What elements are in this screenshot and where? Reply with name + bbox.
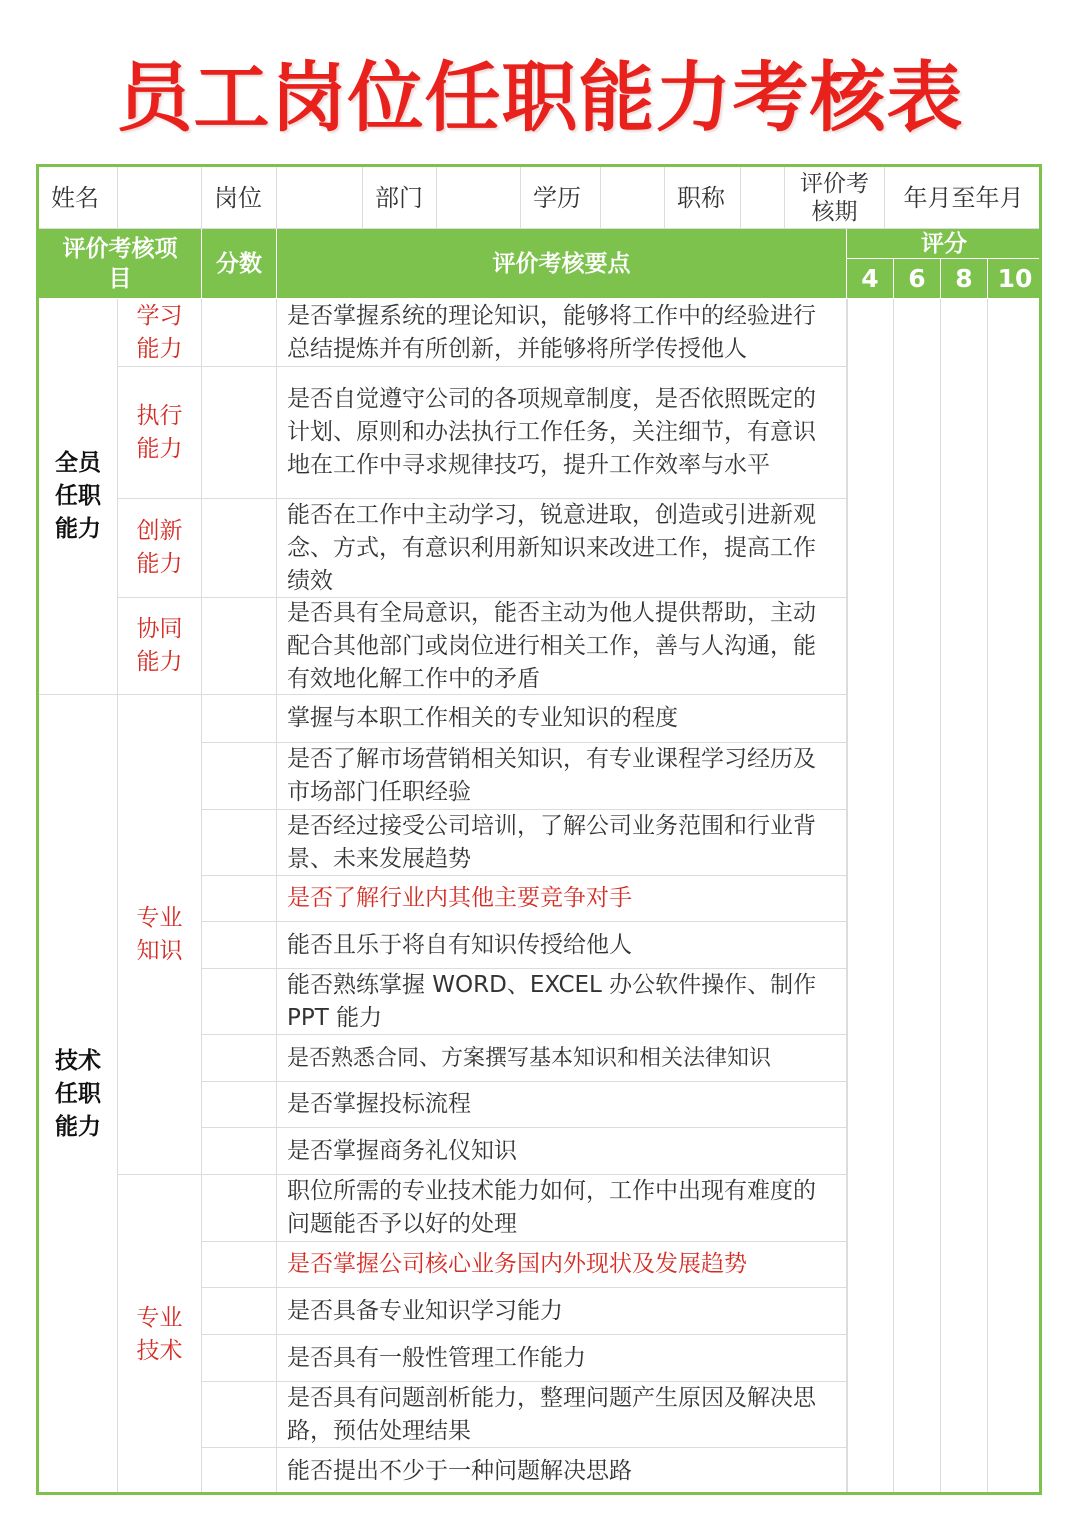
- rating-level-4: 4: [847, 259, 894, 299]
- job-title-label: 职称: [665, 167, 741, 229]
- score-cell[interactable]: [202, 743, 277, 810]
- assessment-point: 能否在工作中主动学习，锐意进取，创造或引进新观念、方式，有意识利用新知识来改进工作，提高工作绩效: [277, 499, 847, 598]
- score-cell[interactable]: [202, 1175, 277, 1242]
- item-header: 评价考核项 目: [39, 229, 202, 299]
- position-input[interactable]: [277, 167, 363, 229]
- assessment-point: 是否掌握投标流程: [277, 1082, 847, 1128]
- rating-column-6[interactable]: [894, 299, 941, 1495]
- assessment-point: 能否熟练掌握 WORD、EXCEL 办公软件操作、制作 PPT 能力: [277, 969, 847, 1035]
- name-input[interactable]: [118, 167, 202, 229]
- assessment-point: 是否具有问题剖析能力，整理问题产生原因及解决思路，预估处理结果: [277, 1382, 847, 1448]
- score-cell[interactable]: [202, 922, 277, 969]
- score-cell[interactable]: [202, 1382, 277, 1448]
- name-label: 姓名: [39, 167, 118, 229]
- assessment-point: 是否自觉遵守公司的各项规章制度，是否依照既定的计划、原则和办法执行工作任务，关注细节，有意识地在工作中寻求规律技巧，提升工作效率与水平: [277, 367, 847, 499]
- score-cell[interactable]: [202, 810, 277, 876]
- category-technical: 技术 任职 能力: [39, 695, 118, 1495]
- rating-header: 评分: [847, 229, 1042, 259]
- assessment-point: 掌握与本职工作相关的专业知识的程度: [277, 695, 847, 743]
- score-cell[interactable]: [202, 1288, 277, 1335]
- score-cell[interactable]: [202, 1335, 277, 1382]
- score-cell[interactable]: [202, 598, 277, 695]
- rating-level-10: 10: [988, 259, 1042, 299]
- assessment-point: 职位所需的专业技术能力如何，工作中出现有难度的问题能否予以好的处理: [277, 1175, 847, 1242]
- rating-level-6: 6: [894, 259, 941, 299]
- assessment-point: 能否提出不少于一种问题解决思路: [277, 1448, 847, 1495]
- score-header: 分数: [202, 229, 277, 299]
- score-cell[interactable]: [202, 1082, 277, 1128]
- period-label: 评价考 核期: [785, 167, 885, 229]
- assessment-point: 能否且乐于将自有知识传授给他人: [277, 922, 847, 969]
- assessment-point: 是否了解市场营销相关知识，有专业课程学习经历及市场部门任职经验: [277, 743, 847, 810]
- assessment-point: 是否熟悉合同、方案撰写基本知识和相关法律知识: [277, 1035, 847, 1082]
- assessment-point: 是否经过接受公司培训，了解公司业务范围和行业背景、未来发展趋势: [277, 810, 847, 876]
- position-label: 岗位: [202, 167, 277, 229]
- subcategory-execution: 执行 能力: [118, 367, 202, 499]
- assessment-point-highlighted: 是否了解行业内其他主要竞争对手: [277, 876, 847, 922]
- assessment-table: [36, 164, 1042, 1495]
- subcategory-collaboration: 协同 能力: [118, 598, 202, 695]
- education-label: 学历: [521, 167, 601, 229]
- score-cell[interactable]: [202, 1128, 277, 1175]
- score-cell[interactable]: [202, 876, 277, 922]
- assessment-point: 是否具备专业知识学习能力: [277, 1288, 847, 1335]
- rating-level-8: 8: [941, 259, 988, 299]
- page-title: 员工岗位任职能力考核表: [116, 53, 964, 142]
- score-cell[interactable]: [202, 695, 277, 743]
- subcategory-innovation: 创新 能力: [118, 499, 202, 598]
- score-cell[interactable]: [202, 1035, 277, 1082]
- assessment-point: 是否掌握商务礼仪知识: [277, 1128, 847, 1175]
- job-title-input[interactable]: [741, 167, 785, 229]
- subcategory-knowledge: 专业 知识: [118, 695, 202, 1175]
- points-header: 评价考核要点: [277, 229, 847, 299]
- score-cell[interactable]: [202, 499, 277, 598]
- rating-column-8[interactable]: [941, 299, 988, 1495]
- rating-column-10[interactable]: [988, 299, 1042, 1495]
- category-general: 全员 任职 能力: [39, 299, 118, 695]
- assessment-point: 是否具有全局意识，能否主动为他人提供帮助，主动配合其他部门或岗位进行相关工作，善与人沟通，能有效地化解工作中的矛盾: [277, 598, 847, 695]
- assessment-point: 是否掌握系统的理论知识，能够将工作中的经验进行总结提炼并有所创新，并能够将所学传授他人: [277, 299, 847, 367]
- subcategory-learning: 学习 能力: [118, 299, 202, 367]
- assessment-point-highlighted: 是否掌握公司核心业务国内外现状及发展趋势: [277, 1242, 847, 1288]
- education-input[interactable]: [601, 167, 665, 229]
- score-cell[interactable]: [202, 1448, 277, 1495]
- rating-column-4[interactable]: [847, 299, 894, 1495]
- score-cell[interactable]: [202, 367, 277, 499]
- period-value[interactable]: 年月至年月: [885, 167, 1042, 229]
- score-cell[interactable]: [202, 299, 277, 367]
- department-input[interactable]: [437, 167, 521, 229]
- score-cell[interactable]: [202, 1242, 277, 1288]
- assessment-point: 是否具有一般性管理工作能力: [277, 1335, 847, 1382]
- score-cell[interactable]: [202, 969, 277, 1035]
- department-label: 部门: [363, 167, 437, 229]
- subcategory-technique: 专业 技术: [118, 1175, 202, 1495]
